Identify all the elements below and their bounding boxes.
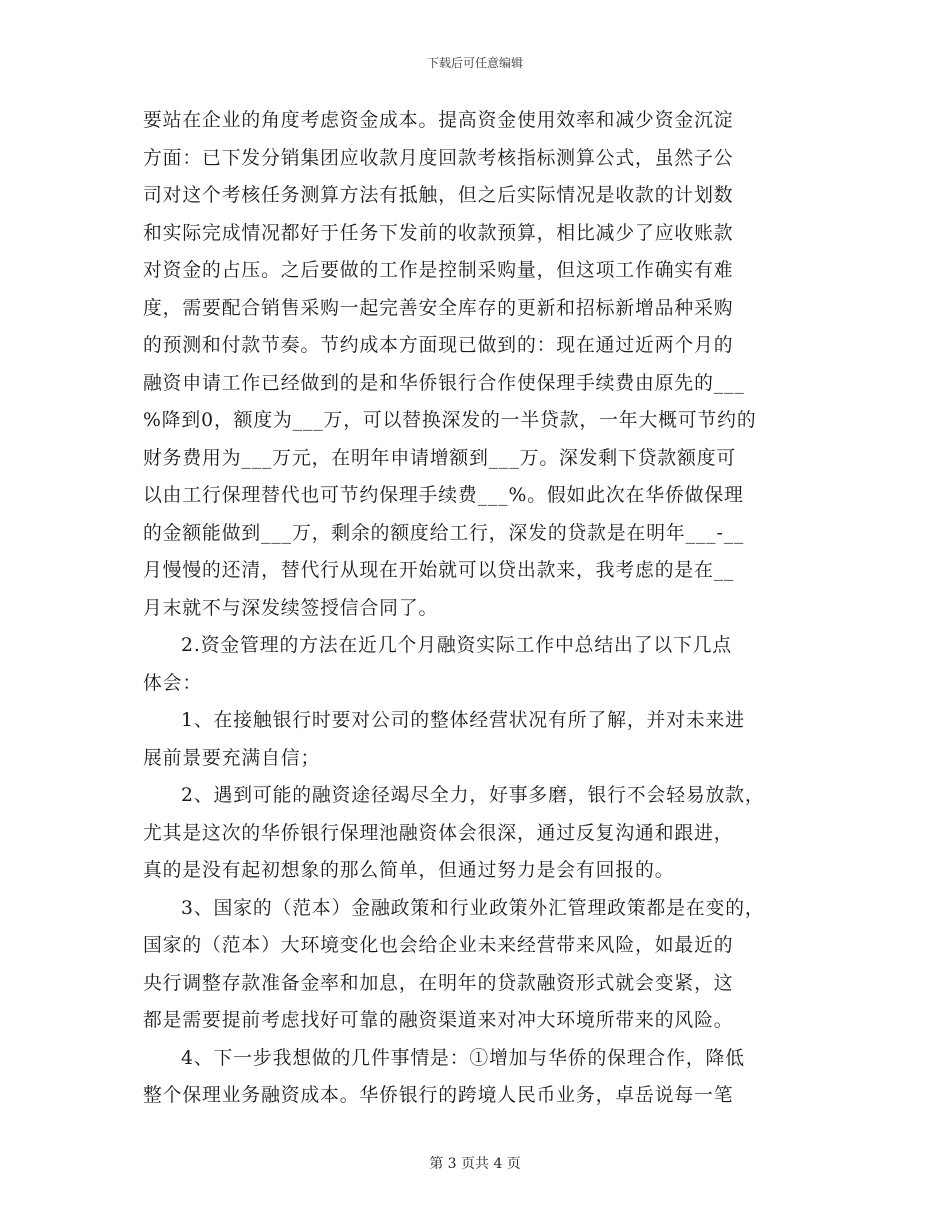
text-line: 和实际完成情况都好于任务下发前的收款预算，相比减少了应收账款 [143, 222, 734, 244]
text-line: 融资申请工作已经做到的是和华侨银行合作使保理手续费由原先的___ [143, 372, 745, 394]
text-line: 对资金的占压。之后要做的工作是控制采购量，但这项工作确实有难 [143, 260, 734, 281]
text-line: 央行调整存款准备金率和加息，在明年的贷款融资形式就会变紧，这 [143, 972, 734, 994]
paragraph-start-line: 4、下一步我想做的几件事情是：①增加与华侨的保理合作，降低 [181, 1047, 745, 1069]
paragraph-start-line: 2、遇到可能的融资途径竭尽全力，好事多磨，银行不会轻易放款， [181, 785, 765, 806]
paragraph-start-line: 3、国家的（范本）金融政策和行业政策外汇管理政策都是在变的， [181, 897, 765, 919]
text-line: 的金额能做到___万，剩余的额度给工行，深发的贷款是在明年___-__ [143, 522, 745, 544]
paragraph-start-line: 2.资金管理的方法在近几个月融资实际工作中总结出了以下几点 [181, 635, 733, 656]
page-header: 下载后可任意编辑 [426, 56, 523, 70]
paragraph-start-line: 1、在接触银行时要对公司的整体经营状况有所了解，并对未来进 [181, 710, 745, 731]
text-line: 都是需要提前考虑找好可靠的融资渠道来对冲大环境所带来的风险。 [143, 1010, 734, 1031]
text-line: 尤其是这次的华侨银行保理池融资体会很深，通过反复沟通和跟进， [143, 822, 734, 844]
text-line: 财务费用为___万元，在明年申请增额到___万。深发剩下贷款额度可 [143, 447, 737, 469]
text-line: 月慢慢的还清，替代行从现在开始就可以贷出款来，我考虑的是在__ [143, 560, 735, 581]
text-line: 的预测和付款节奏。节约成本方面现已做到的：现在通过近两个月的 [143, 335, 734, 356]
text-line: %降到0，额度为___万，可以替换深发的一半贷款，一年大概可节约的 [143, 410, 757, 431]
text-line: 整个保理业务融资成本。华侨银行的跨境人民币业务，卓岳说每一笔 [143, 1085, 734, 1106]
text-line: 真的是没有起初想象的那么简单，但通过努力是会有回报的。 [143, 860, 675, 881]
text-line: 司对这个考核任务测算方法有抵触，但之后实际情况是收款的计划数 [143, 185, 734, 206]
text-line: 国家的（范本）大环境变化也会给企业未来经营带来风险，如最近的 [143, 935, 734, 956]
document-body [143, 102, 823, 1115]
text-line: 以由工行保理替代也可节约保理手续费___%。假如此次在华侨做保理 [143, 485, 744, 506]
text-line: 展前景要充满自信； [143, 747, 321, 769]
page-footer: 第 3 页共 4 页 [429, 1156, 521, 1172]
text-line: 体会： [143, 672, 203, 694]
text-line: 月末就不与深发续签授信合同了。 [143, 597, 439, 619]
text-line: 方面：已下发分销集团应收款月度回款考核指标测算公式，虽然子公 [143, 147, 734, 169]
text-line: 度，需要配合销售采购一起完善安全库存的更新和招标新增品种采购 [143, 297, 734, 319]
text-line: 要站在企业的角度考虑资金成本。提高资金使用效率和减少资金沉淀 [143, 110, 734, 131]
